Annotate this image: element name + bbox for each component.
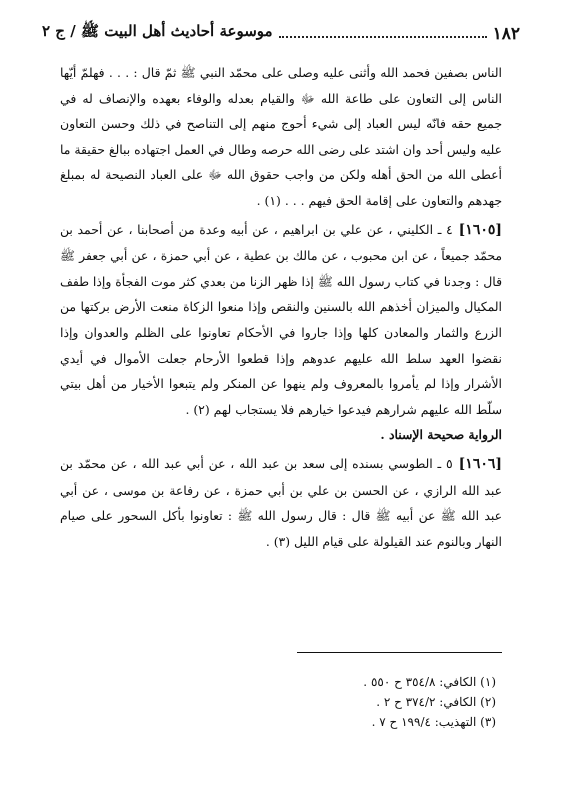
dotted-leader bbox=[279, 36, 487, 38]
hadith-1605 bbox=[60, 217, 502, 423]
footnotes bbox=[363, 672, 496, 732]
hadith-text: ٥ ـ الطوسي بسنده إلى سعد بن عبد الله ، عن أبي عبد الله ، عن محمّد بن عبد الله الرازي ، عن الحسن بن علي بن أبي حمزة ، عن رفاعة بن موسى ، عن أبي عبد الله ﷺ عن أبيه ﷺ قال : قال رسول الله ﷺ : تعاونوا بأكل السحور على صيام النهار وبالنوم عند القيلولة على قيام الليل (٣) . bbox=[60, 455, 502, 549]
page-body bbox=[60, 60, 502, 554]
footnote-2: (٢) الكافي: ٣٧٤/٢ ح ٢ . bbox=[376, 695, 496, 709]
footnote-1: (١) الكافي: ٣٥٤/٨ ح ٥٥٠ . bbox=[363, 675, 496, 689]
hadith-1606 bbox=[60, 451, 502, 554]
hadith-number: [١٦٠٥] bbox=[458, 221, 502, 238]
isnad-grading: الرواية صحيحة الإسناد . bbox=[380, 427, 502, 443]
hadith-text: ٤ ـ الكليني ، عن علي بن ابراهيم ، عن أبيه وعدة من أصحابنا ، عن أحمد بن محمّد جميعاً ، عن ابن محبوب ، عن مالك بن عطية ، عن أبي حمزة ، عن أبي جعفر ﷺ قال : وجدنا في كتاب رسول الله ﷺ إذا ظهر الزنا من بعدي كثر موت الفجأة وإذا طفف المكيال والميزان أخذهم الله بالسنين والنقص وإذا منعوا الزكاة منعت الأرض بركتها من الزرع والثمار والمعادن كلها وإذا جاروا في الأحكام تعاونوا على الظلم والعدوان وإذا نقضوا العهد سلط الله عليهم عدوهم وإذا قطعوا الأرحام جعلت الأموال في أيدي الأشرار وإذا لم يأمروا بالمعروف ولم ينهوا عن المنكر ولم يتبعوا الأخيار من أهل بيتي سلّط الله عليهم شرارهم فيدعوا خيارهم فلا يستجاب لهم (٢) . bbox=[60, 221, 502, 417]
footnote-divider bbox=[297, 652, 502, 653]
running-title: موسوعة أحاديث أهل البيت ﷺ / ج ٢ bbox=[42, 22, 273, 40]
hadith-number: [١٦٠٦] bbox=[458, 455, 502, 472]
continuation-paragraph: الناس بصفين فحمد الله وأثنى عليه وصلى على محمّد النبي ﷺ ثمّ قال : . . . فهلمّ أيّها الناس إلى التعاون على طاعة الله ﷻ والقيام بعدله والوفاء بعهده والإنصاف له في جميع حقه فانّه ليس العباد إلى شيء أحوج منهم إلى التناصح في ذلك وحسن التعاون عليه وليس أحد وان اشتد على رضى الله حرصه وطال في العمل اجتهاده ببالغ حقيقة ما أعطى الله من الحق أهله ولكن من واجب حقوق الله ﷻ على العباد النصيحة له بمبلغ جهدهم والتعاون على إقامة الحق فيهم . . . (١) . bbox=[59, 65, 502, 208]
footnote-3: (٣) التهذيب: ١٩٩/٤ ح ٧ . bbox=[371, 715, 496, 729]
page-header bbox=[42, 18, 520, 44]
page-number: ١٨٢ bbox=[492, 24, 520, 44]
